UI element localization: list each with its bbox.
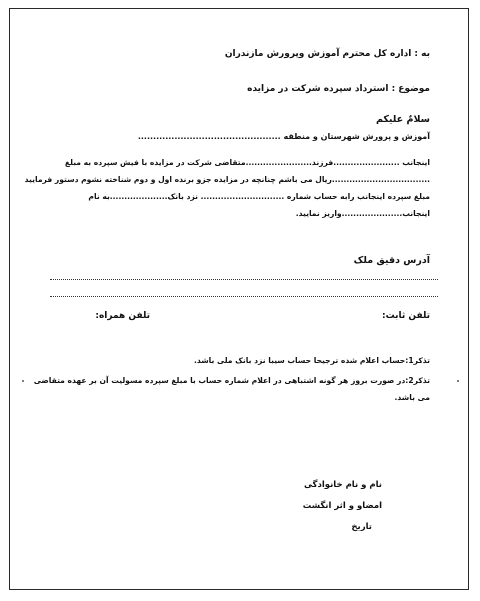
body-line-4: اینجانب.....................واریز نمایید. [295, 209, 430, 218]
body-line-1: اینجانب .......................فرزند.......................متقاضی شرکت در مزایده با فیش سپرده به مبلغ [64, 158, 430, 167]
body-line-2: ..................................ریال می باشم چنانچه در مزایده جزو برنده اول و دوم شناخته نشوم دستور فرمایید [24, 175, 430, 184]
scan-speck [457, 380, 459, 382]
mobile-phone-label: تلفن همراه: [95, 311, 150, 321]
address-dotted-line-1 [50, 279, 438, 280]
body-line-3: مبلغ سپرده اینجانب رابه حساب شماره ............................. نزد بانک....................به نام [88, 192, 430, 201]
signature-name-label: نام و نام خانوادگی [303, 480, 382, 490]
note-2-line-2: می باشد. [394, 393, 430, 402]
letter-page [9, 8, 469, 590]
note-1: تذکر1:حساب اعلام شده ترجیحا حساب سیبا نزد بانک ملی باشد. [193, 356, 430, 365]
signature-sign-label: امضاو و اثر انگشت [302, 501, 382, 511]
landline-phone-label: تلفن ثابت: [381, 311, 430, 321]
subject-line: موضوع : استرداد سپرده شرکت در مزایده [247, 84, 430, 94]
greeting: سلامٌ علیکم [375, 114, 430, 125]
note-2-line-1: تذکر2:در صورت بروز هر گونه اشتباهی در اعلام شماره حساب با مبلغ سپرده مسولیت آن بر عهده متقاضی [33, 376, 430, 385]
scan-speck [22, 380, 24, 382]
address-dotted-line-2 [50, 296, 438, 297]
recipient-line: به : اداره کل محترم آموزش وپرورش مازندران [224, 49, 430, 59]
department-line: آموزش و پرورش شهرستان و منطقه ............................................... [137, 132, 430, 141]
address-label: آدرس دقیق ملک [353, 255, 430, 266]
signature-date-label: تاریخ [351, 522, 372, 532]
